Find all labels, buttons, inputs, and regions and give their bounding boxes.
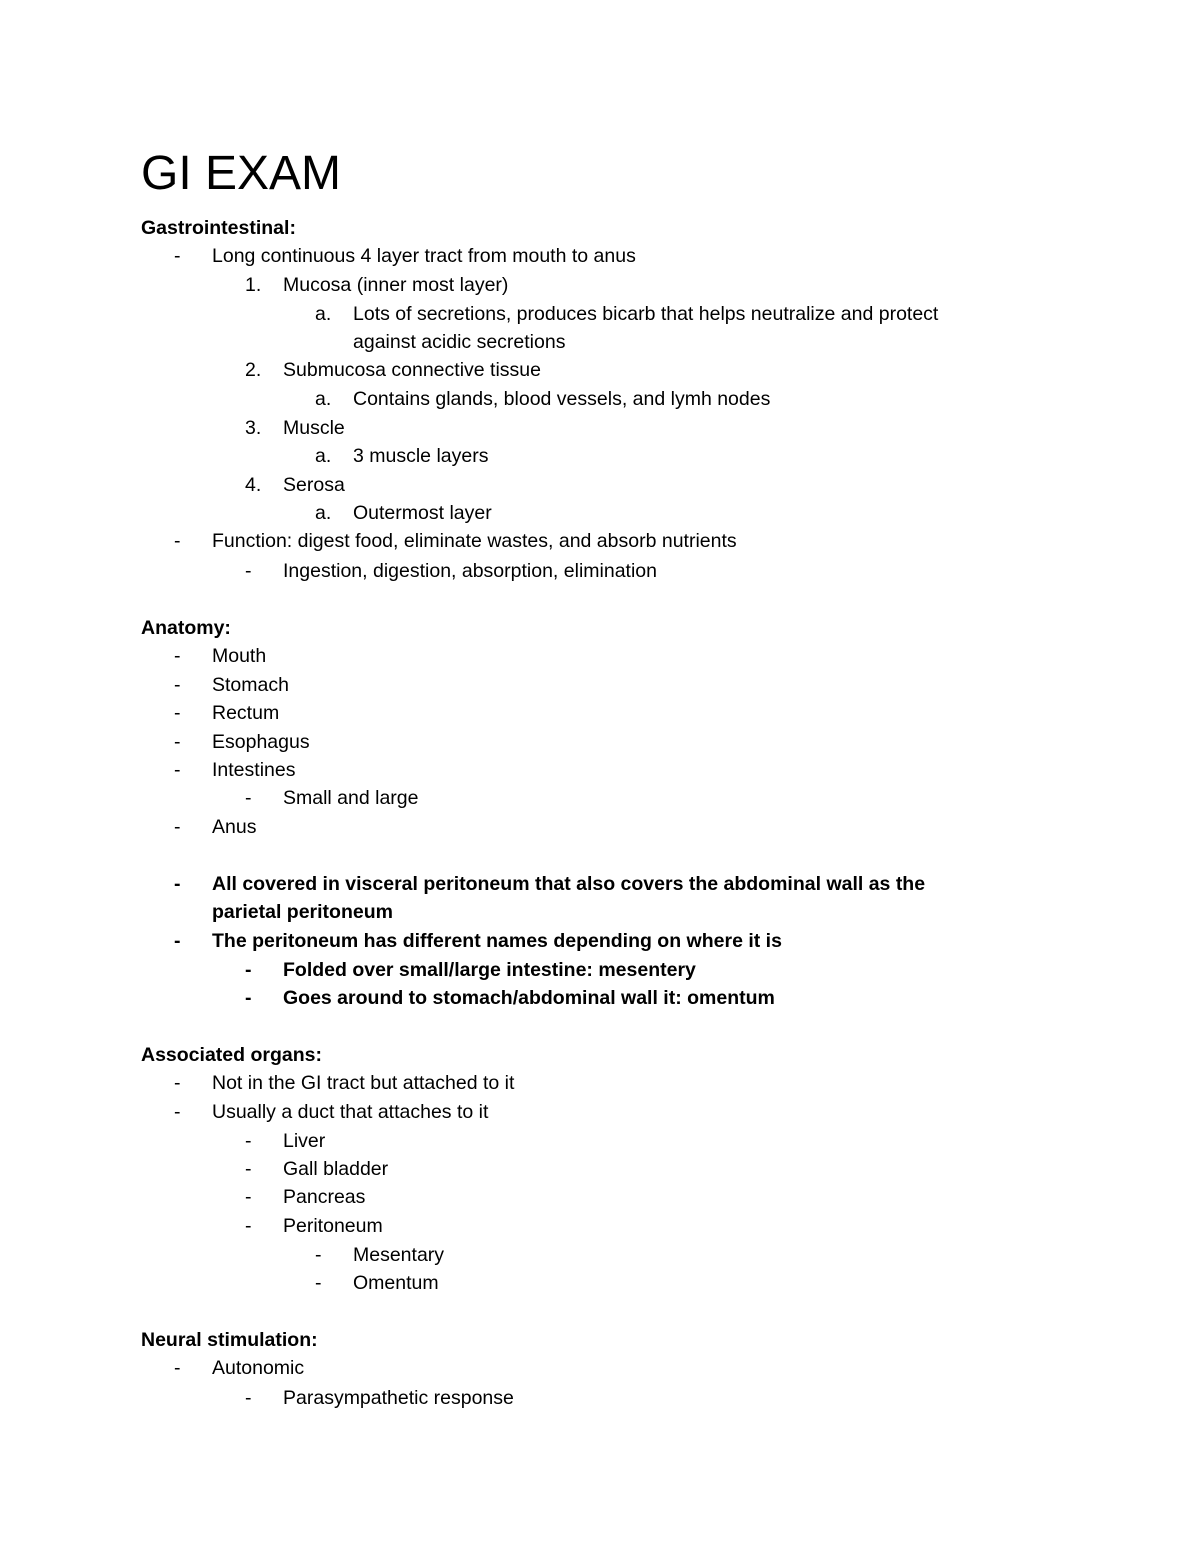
list-item: - Not in the GI tract but attached to it [212,1069,514,1097]
bullet-dash: - [174,674,181,696]
bullet-dash: - [174,759,181,781]
list-item: a. Outermost layer [353,499,492,527]
list-item: - Gall bladder [283,1155,388,1183]
list-item: 4. Serosa [283,471,345,499]
bullet-dash: - [245,1158,252,1180]
bullet-dash: - [174,930,181,952]
section-heading-associated-organs: Associated organs: [141,1044,322,1066]
bullet-dash: - [174,530,181,552]
list-letter: a. [315,388,332,410]
section-heading-neural-stimulation: Neural stimulation: [141,1329,318,1351]
list-item: - Mouth [212,642,266,670]
list-item: - Esophagus [212,728,310,756]
bullet-dash: - [174,873,181,895]
list-item: 3. Muscle [283,414,345,442]
list-number: 1. [245,274,262,296]
bullet-dash: - [245,959,252,981]
list-item: - Liver [283,1127,325,1155]
bullet-dash: - [174,1101,181,1123]
bullet-dash: - [245,1215,252,1237]
bullet-dash: - [174,245,181,267]
bullet-dash: - [245,560,252,582]
list-item: - Stomach [212,671,289,699]
list-item: - Pancreas [283,1183,365,1211]
list-item: - Omentum [353,1269,439,1297]
list-item: - Long continuous 4 layer tract from mouth to anus [212,242,636,270]
list-letter: a. [315,303,332,325]
list-item: a. Contains glands, blood vessels, and lymh nodes [353,385,770,413]
list-item: - Folded over small/large intestine: mesentery [283,956,696,984]
list-item: - Autonomic [212,1354,304,1382]
list-item: - Anus [212,813,256,841]
document-title: GI EXAM [141,147,342,200]
list-item: - Usually a duct that attaches to it [212,1098,488,1126]
list-item: - Mesentary [353,1241,444,1269]
bullet-dash: - [245,987,252,1009]
bullet-dash: - [174,702,181,724]
list-number: 4. [245,474,262,496]
list-item: a. Lots of secretions, produces bicarb that helps neutralize and protect [353,300,938,328]
bullet-dash: - [174,645,181,667]
bullet-dash: - [245,1387,252,1409]
list-item: - Ingestion, digestion, absorption, elimination [283,557,657,585]
bullet-dash: - [315,1272,322,1294]
section-heading-gastrointestinal: Gastrointestinal: [141,217,296,239]
list-item: - Peritoneum [283,1212,383,1240]
bullet-dash: - [174,1072,181,1094]
bullet-dash: - [245,1186,252,1208]
bullet-dash: - [245,1130,252,1152]
list-item: - Goes around to stomach/abdominal wall it: omentum [283,984,775,1012]
list-item: - Function: digest food, eliminate wastes, and absorb nutrients [212,527,737,555]
section-heading-anatomy: Anatomy: [141,617,231,639]
list-letter: a. [315,445,332,467]
list-number: 2. [245,359,262,381]
list-item: a. 3 muscle layers [353,442,488,470]
bullet-dash: - [245,787,252,809]
list-item: 1. Mucosa (inner most layer) [283,271,508,299]
list-item: - Parasympathetic response [283,1384,514,1412]
list-item: - Rectum [212,699,279,727]
bullet-dash: - [174,816,181,838]
list-item: - The peritoneum has different names depending on where it is [212,927,782,955]
list-item: - All covered in visceral peritoneum that also covers the abdominal wall as the [212,870,925,898]
bullet-dash: - [174,1357,181,1379]
bullet-dash: - [174,731,181,753]
list-item: 2. Submucosa connective tissue [283,356,541,384]
bullet-dash: - [315,1244,322,1266]
list-item: - Small and large [283,784,419,812]
list-item-continuation: against acidic secretions [353,331,566,353]
list-item: - Intestines [212,756,295,784]
list-letter: a. [315,502,332,524]
list-number: 3. [245,417,262,439]
list-item-continuation: parietal peritoneum [212,901,393,923]
